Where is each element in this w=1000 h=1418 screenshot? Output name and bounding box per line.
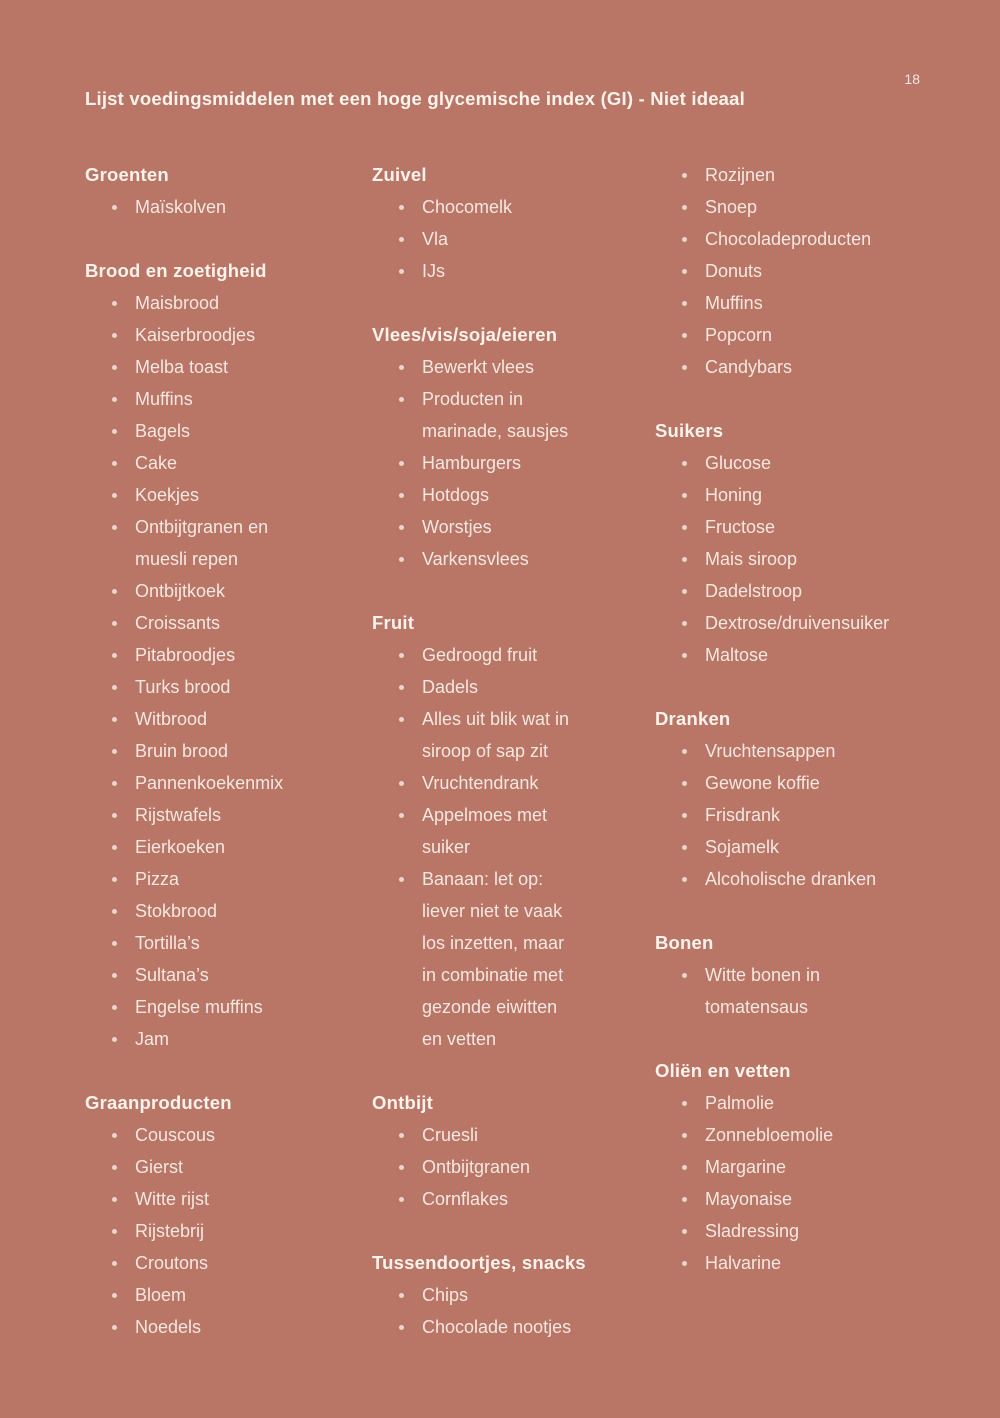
list-item: Tortilla’s — [135, 927, 297, 959]
food-items-list — [655, 735, 942, 895]
section-heading: Dranken — [655, 708, 731, 729]
food-category-section — [85, 159, 372, 223]
food-category-section — [655, 703, 942, 895]
list-item: Vruchtendrank — [422, 767, 582, 799]
list-item: Kaiserbroodjes — [135, 319, 297, 351]
food-category-section — [655, 1055, 942, 1279]
list-item: Gewone koffie — [705, 767, 881, 799]
section-heading: Bonen — [655, 932, 714, 953]
section-heading: Brood en zoetigheid — [85, 260, 267, 281]
list-item: Hotdogs — [422, 479, 582, 511]
list-item: Jam — [135, 1023, 297, 1055]
list-item: Alles uit blik wat in siroop of sap zit — [422, 703, 582, 767]
list-item: Bruin brood — [135, 735, 297, 767]
list-item: Koekjes — [135, 479, 297, 511]
list-item: Cake — [135, 447, 297, 479]
list-item: Croissants — [135, 607, 297, 639]
list-item: Chocomelk — [422, 191, 582, 223]
list-item: Appelmoes met suiker — [422, 799, 582, 863]
list-item: Ontbijtkoek — [135, 575, 297, 607]
list-item: Pitabroodjes — [135, 639, 297, 671]
list-item: Vruchtensappen — [705, 735, 881, 767]
food-category-section — [372, 1087, 655, 1215]
list-item: Turks brood — [135, 671, 297, 703]
list-item: Gedroogd fruit — [422, 639, 582, 671]
list-item: Bagels — [135, 415, 297, 447]
food-category-section — [85, 1087, 372, 1343]
list-item: Pizza — [135, 863, 297, 895]
list-item: Melba toast — [135, 351, 297, 383]
list-item: Dadels — [422, 671, 582, 703]
list-item: Rijstwafels — [135, 799, 297, 831]
section-heading: Fruit — [372, 612, 415, 633]
food-items-list — [372, 351, 655, 575]
list-item: Rozijnen — [705, 159, 881, 191]
list-item: Chocolade nootjes — [422, 1311, 582, 1343]
food-items-list — [655, 159, 942, 383]
section-heading: Suikers — [655, 420, 724, 441]
list-item: Maisbrood — [135, 287, 297, 319]
food-items-list — [85, 191, 372, 223]
section-heading: Zuivel — [372, 164, 427, 185]
list-item: Dextrose/druivensuiker — [705, 607, 881, 639]
columns-container — [85, 159, 942, 1343]
list-item: IJs — [422, 255, 582, 287]
list-item: Maltose — [705, 639, 881, 671]
section-heading: Ontbijt — [372, 1092, 433, 1113]
list-item: Couscous — [135, 1119, 297, 1151]
list-item: Fructose — [705, 511, 881, 543]
list-item: Halvarine — [705, 1247, 881, 1279]
list-item: Cruesli — [422, 1119, 582, 1151]
list-item: Bewerkt vlees — [422, 351, 582, 383]
list-item: Rijstebrij — [135, 1215, 297, 1247]
food-items-list — [85, 1119, 372, 1343]
food-items-list — [655, 447, 942, 671]
food-items-list — [372, 191, 655, 287]
list-item: Croutons — [135, 1247, 297, 1279]
list-item: Banaan: let op: liever niet te vaak los inzetten, maar in combinatie met gezonde eiwitten en vetten — [422, 863, 582, 1055]
list-item: Producten in marinade, sausjes — [422, 383, 582, 447]
list-item: Sojamelk — [705, 831, 881, 863]
list-item: Witte bonen in tomatensaus — [705, 959, 881, 1023]
food-category-section — [655, 927, 942, 1023]
food-category-section — [655, 415, 942, 671]
list-item: Witte rijst — [135, 1183, 297, 1215]
page-title: Lijst voedingsmiddelen met een hoge glycemische index (GI) - Niet ideaal — [85, 88, 746, 109]
column-middle — [372, 159, 655, 1343]
list-item: Cornflakes — [422, 1183, 582, 1215]
list-item: Sultana’s — [135, 959, 297, 991]
list-item: Mayonaise — [705, 1183, 881, 1215]
food-category-section — [372, 607, 655, 1055]
food-items-list — [372, 639, 655, 1055]
list-item: Ontbijtgranen — [422, 1151, 582, 1183]
list-item: Stokbrood — [135, 895, 297, 927]
section-heading: Tussendoortjes, snacks — [372, 1252, 586, 1273]
list-item: Margarine — [705, 1151, 881, 1183]
section-heading: Groenten — [85, 164, 169, 185]
page-number: 18 — [904, 71, 920, 87]
list-item: Popcorn — [705, 319, 881, 351]
food-category-section — [85, 255, 372, 1055]
list-item: Snoep — [705, 191, 881, 223]
food-items-list — [372, 1279, 655, 1343]
food-items-list — [85, 287, 372, 1055]
list-item: Mais siroop — [705, 543, 881, 575]
list-item: Engelse muffins — [135, 991, 297, 1023]
section-heading: Oliën en vetten — [655, 1060, 791, 1081]
list-item: Pannenkoekenmix — [135, 767, 297, 799]
list-item: Witbrood — [135, 703, 297, 735]
list-item: Dadelstroop — [705, 575, 881, 607]
list-item: Hamburgers — [422, 447, 582, 479]
list-item: Palmolie — [705, 1087, 881, 1119]
list-item: Varkensvlees — [422, 543, 582, 575]
list-item: Alcoholische dranken — [705, 863, 881, 895]
section-heading: Vlees/vis/soja/eieren — [372, 324, 558, 345]
list-item: Noedels — [135, 1311, 297, 1343]
food-items-list — [372, 1119, 655, 1215]
column-right — [655, 159, 942, 1279]
food-category-section — [372, 319, 655, 575]
section-heading: Graanproducten — [85, 1092, 232, 1113]
list-item: Ontbijtgranen en muesli repen — [135, 511, 297, 575]
list-item: Sladressing — [705, 1215, 881, 1247]
food-items-list — [655, 959, 942, 1023]
list-item: Chips — [422, 1279, 582, 1311]
list-item: Zonnebloemolie — [705, 1119, 881, 1151]
list-item: Candybars — [705, 351, 881, 383]
list-item: Donuts — [705, 255, 881, 287]
list-item: Chocoladeproducten — [705, 223, 881, 255]
food-category-section — [655, 159, 942, 383]
list-item: Glucose — [705, 447, 881, 479]
food-category-section — [372, 1247, 655, 1343]
list-item: Bloem — [135, 1279, 297, 1311]
column-left — [85, 159, 372, 1343]
list-item: Gierst — [135, 1151, 297, 1183]
list-item: Vla — [422, 223, 582, 255]
food-category-section — [372, 159, 655, 287]
list-item: Worstjes — [422, 511, 582, 543]
list-item: Maïskolven — [135, 191, 297, 223]
list-item: Honing — [705, 479, 881, 511]
list-item: Muffins — [705, 287, 881, 319]
food-items-list — [655, 1087, 942, 1279]
list-item: Frisdrank — [705, 799, 881, 831]
list-item: Muffins — [135, 383, 297, 415]
list-item: Eierkoeken — [135, 831, 297, 863]
